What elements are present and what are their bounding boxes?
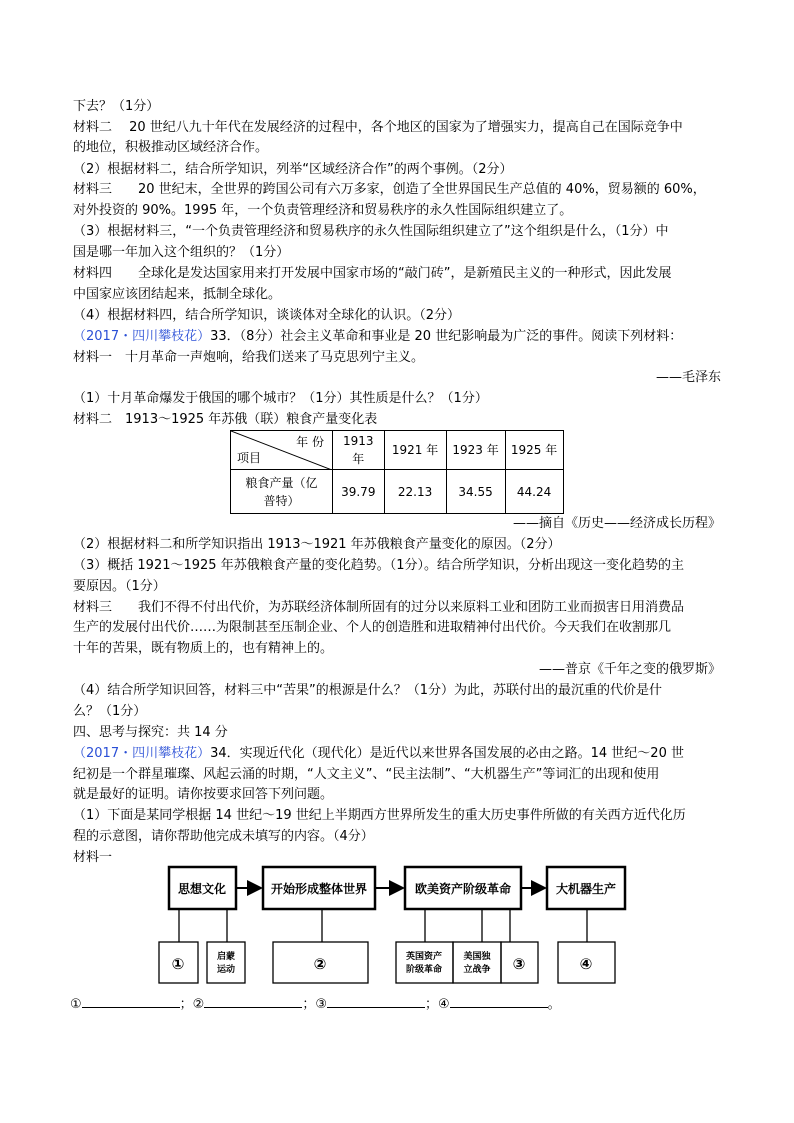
- text-line: 么？（1分）: [73, 704, 147, 719]
- blank-2: ②: [313, 955, 327, 973]
- text-line: （1）下面是某同学根据 14 世纪～19 世纪上半期西方世界所发生的重大历史事件所做的有关西方近代化历: [73, 808, 686, 823]
- answer-end: 。: [547, 997, 561, 1012]
- question-text: 33．（8分）社会主义革命和事业是 20 世纪影响最为广泛的事件。阅读下列材料：: [210, 329, 683, 344]
- answer-blank-4[interactable]: [450, 995, 548, 1008]
- header-item: 项目: [237, 451, 262, 465]
- enlightenment-label: 运动: [216, 965, 236, 975]
- question-source-link[interactable]: （2017・四川攀枝花）: [73, 746, 211, 761]
- answer-marker: ；③: [302, 997, 327, 1012]
- year-cell: 1921 年: [384, 431, 446, 470]
- text-line: （1）十月革命爆发于俄国的哪个城市？（1分）其性质是什么？（1分）: [73, 391, 488, 406]
- attribution: ——摘自《历史——经济成长历程》: [512, 516, 721, 531]
- text-line: 下去？（1分）: [73, 99, 160, 114]
- blank-3: ③: [512, 955, 526, 973]
- year-cell: 1925 年: [505, 431, 563, 470]
- american-war-label: 立战争: [463, 965, 491, 975]
- value-cell: 39.79: [333, 470, 385, 514]
- text-line: 材料二 20 世纪八九十年代在发展经济的过程中，各个地区的国家为了增强实力，提高自己在国际竞争中: [73, 120, 683, 135]
- blank-1: ①: [171, 955, 185, 973]
- text-line: 材料二 1913～1925 年苏俄（联）粮食产量变化表: [73, 412, 378, 427]
- answer-blanks: [70, 995, 561, 1014]
- text-line: 生产的发展付出代价……为限制甚至压制企业、个人的创造胜和进取精神付出代价。今天我们在收割那几: [73, 620, 672, 635]
- box-bourgeois-revolution: 欧美资产阶级革命: [414, 882, 512, 896]
- box-thought-culture: 思想文化: [177, 882, 227, 896]
- question-text: 34．实现近代化（现代化）是近代以来世界各国发展的必由之路。14 世纪～20 世: [210, 746, 684, 761]
- english-revolution-label: 阶级革命: [405, 965, 443, 975]
- text-line: （3）概括 1921～1925 年苏俄粮食产量的变化趋势。（1分）。结合所学知识，分析出现这一变化趋势的主: [73, 558, 684, 573]
- value-cell: 22.13: [384, 470, 446, 514]
- question-source-link[interactable]: （2017・四川攀枝花）: [73, 329, 211, 344]
- year-cell: 1923 年: [446, 431, 505, 470]
- section-heading: 四、思考与探究：共 14 分: [73, 725, 228, 740]
- text-line: 要原因。（1分）: [73, 579, 166, 594]
- text-line: 程的示意图，请你帮助他完成未填写的内容。（4分）: [73, 829, 374, 844]
- attribution: ——毛泽东: [655, 370, 721, 385]
- text-line: 国是哪一年加入这个组织的？（1分）: [73, 245, 290, 260]
- answer-blank-1[interactable]: [82, 995, 180, 1008]
- year-cell: 1913年: [333, 431, 385, 470]
- value-cell: 34.55: [446, 470, 505, 514]
- text-line: 对外投资的 90%。1995 年，一个负责管理经济和贸易秩序的永久性国际组织建立了。: [73, 203, 573, 218]
- blank-4: ④: [579, 955, 593, 973]
- text-line: 十年的苦果，既有物质上的，也有精神上的。: [73, 641, 334, 656]
- answer-blank-2[interactable]: [204, 995, 302, 1008]
- text-line: 纪初是一个群星璀璨、风起云涌的时期，“人文主义”、“民主法制”、“大机器生产”等词汇的出现和使用: [73, 767, 660, 782]
- value-cell: 44.24: [505, 470, 563, 514]
- text-line: 材料四 全球化是发达国家用来打开发展中国家市场的“敲门砖”，是新殖民主义的一种形式，因此发展: [73, 266, 672, 281]
- text-line: 材料一 十月革命一声炮响，给我们送来了马克思列宁主义。: [73, 350, 425, 365]
- text-line: （2）根据材料二，结合所学知识，列举“区域经济合作”的两个事例。（2分）: [73, 162, 513, 177]
- box-machine-production: 大机器生产: [555, 882, 617, 896]
- english-revolution-label: 英国资产: [405, 952, 443, 962]
- row-label: 粮食产量（亿普特）: [231, 470, 333, 514]
- answer-marker: ；②: [179, 997, 205, 1012]
- text-line: （2）根据材料二和所学知识指出 1913～1921 年苏俄粮食产量变化的原因。（2分）: [73, 537, 561, 552]
- enlightenment-label: 启蒙: [216, 952, 236, 962]
- american-war-label: 美国独: [463, 952, 491, 962]
- text-line: 材料一: [73, 850, 113, 865]
- text-line: 中国家应该团结起来，抵制全球化。: [73, 287, 282, 302]
- text-line: 材料三 20 世纪末，全世界的跨国公司有六万多家，创造了全世界国民生产总值的 40%，贸易额的 60%，: [73, 182, 706, 197]
- box-world-integration: 开始形成整体世界: [270, 882, 368, 896]
- text-line: 的地位，积极推动区域经济合作。: [73, 140, 269, 155]
- text-line: 材料三 我们不得不付出代价，为苏联经济体制所固有的过分以来原料工业和团防工业而损害日用消费品: [73, 600, 685, 615]
- answer-marker: ；④: [424, 997, 450, 1012]
- text-line: （3）根据材料三，“一个负责管理经济和贸易秩序的永久性国际组织建立了”这个组织是什么，（1分）中: [73, 224, 669, 239]
- header-year: 年 份: [296, 435, 324, 449]
- answer-blank-3[interactable]: [327, 995, 425, 1008]
- answer-marker: ①: [70, 997, 82, 1012]
- attribution: ——普京《千年之变的俄罗斯》: [538, 662, 721, 677]
- text-line: （4）根据材料四，结合所学知识，谈谈体对全球化的认识。（2分）: [73, 308, 461, 323]
- text-line: （4）结合所学知识回答，材料三中“苦果”的根源是什么？（1分）为此，苏联付出的最沉重的代价是什: [73, 683, 663, 698]
- text-line: 就是最好的证明。请你按要求回答下列问题。: [73, 787, 334, 802]
